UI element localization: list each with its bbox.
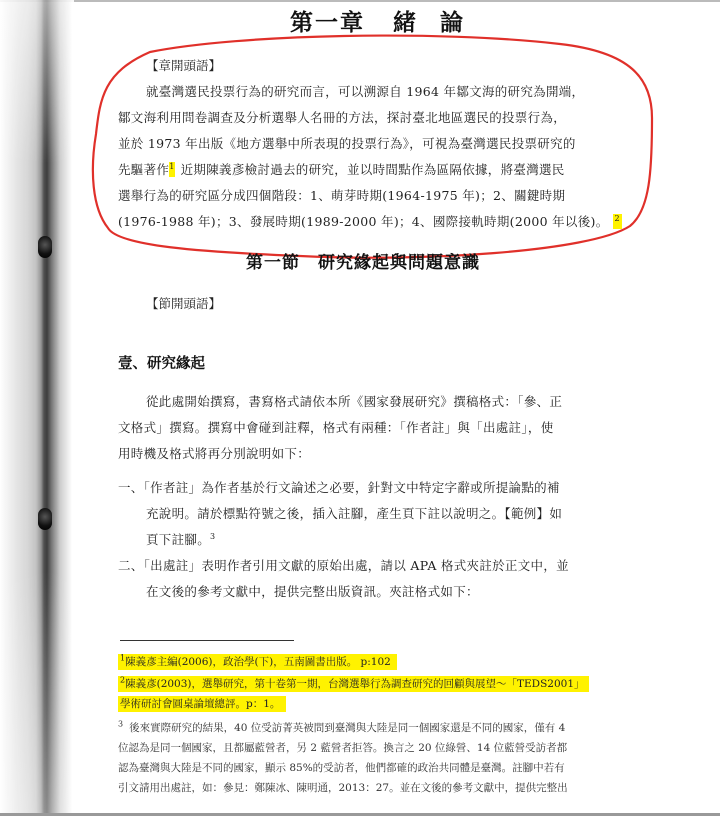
footnote-2-line-1 (118, 676, 589, 691)
footnote-1 (118, 654, 397, 669)
footnote-ref-3[interactable]: 3 (210, 531, 216, 541)
footnote-3-line-1: $^3$ 後來實際研究的結果，40 位受訪菁英被問到臺灣與大陸是同一個國家還是不同的國家，僅有 4 (118, 719, 566, 734)
body-item1-line-3-text: 頁下註腳。 (146, 532, 211, 547)
pioneer-phrase: 先驅著作 (118, 162, 170, 177)
footnote-ref-2[interactable]: 2 (613, 214, 622, 229)
intro-line-6-text: (1976-1988 年)；3、發展時期(1989-2000 年)；4、國際接軌時期(2000 年以後)。 (118, 214, 609, 229)
intro-line-5: 選舉行為的研究區分成四個階段：1、萌芽時期(1964-1975 年)；2、關鍵時期 (118, 188, 566, 203)
footnote-2-line-2: 學術研討會圓桌論壇總評。p：1。 (118, 696, 286, 711)
binder-ring-icon (38, 508, 52, 530)
intro-line-6 (118, 212, 622, 230)
footnote-3-line-2: 位認為是同一個國家，且都屬藍營者，另 2 藍營者拒答。換言之 20 位綠營、14 位藍營受訪者都 (118, 742, 568, 754)
body-item2-line-2: 在文後的參考文獻中，提供完整出版資訊。夾註格式如下： (146, 584, 479, 599)
body-p1-line-3: 用時機及格式將再分別說明如下： (118, 446, 311, 461)
footnote-ref-1[interactable]: 1 (169, 162, 174, 177)
footnote-3-line-4: 引文請用出處註，如：參見：鄭陳冰、陳明通，2013：27。並在文後的參考文獻中，提供完整出 (118, 782, 568, 794)
binder-ring-icon (38, 236, 52, 258)
binding-shadow (0, 0, 74, 816)
chapter-title (290, 4, 466, 36)
intro-line-4-rest: 近期陳義彥檢討過去的研究，並以時間點作為區隔依據，將臺灣選民 (180, 162, 565, 177)
section-intro-label: 【節開頭語】 (146, 296, 222, 311)
footnote-3-line-3: 認為臺灣與大陸是不同的國家，顯示 85%的受訪者，他們都確的政治共同體是臺灣。註腳中若有 (118, 762, 565, 774)
intro-line-3: 並於 1973 年出版《地方選舉中所表現的投票行為》，可視為臺灣選民投票研究的 (118, 136, 576, 151)
chapter-number: 第一章 (290, 9, 365, 36)
intro-line-1: 就臺灣選民投票行為的研究而言，可以溯源自 1964 年鄒文海的研究為開端， (146, 84, 585, 99)
body-item1-line-3 (146, 530, 215, 548)
chapter-intro-label: 【章開頭語】 (146, 58, 222, 73)
chapter-word-2: 論 (440, 9, 466, 36)
sub-heading: 壹、研究緣起 (118, 355, 205, 372)
section-title: 第一節 研究緣起與問題意識 (246, 253, 480, 273)
intro-line-2: 鄒文海利用問卷調查及分析選舉人名冊的方法，探討臺北地區選民的投票行為， (118, 110, 567, 125)
intro-line-4 (118, 160, 565, 178)
page-top-border (0, 0, 720, 2)
body-item2-line-1: 二、「出處註」表明作者引用文獻的原始出處，請以 APA 格式夾註於正文中，並 (118, 558, 569, 573)
body-item1-line-1: 一、「作者註」為作者基於行文論述之必要，針對文中特定字辭或所提論點的補 (118, 480, 560, 495)
chapter-word-1: 緒 (393, 9, 419, 36)
body-p1-line-1: 從此處開始撰寫，書寫格式請依本所《國家發展研究》撰稿格式：「參、正 (146, 394, 563, 409)
footnote-1-highlight: $^1$陳義彥主編(2006)，政治學(下)，五南圖書出版。 p:102 (118, 654, 397, 670)
footnote-2-highlight: $^2$陳義彥(2003)，選舉研究，第十卷第一期，台灣選舉行為調查研究的回顧與展望～「TEDS2001」 (118, 676, 589, 692)
body-p1-line-2: 文格式」撰寫。撰寫中會碰到註釋，格式有兩種：「作者註」與「出處註」，使 (118, 420, 554, 435)
body-item1-line-2: 充說明。請於標點符號之後，插入註腳，產生頁下註以說明之。【範例】如 (146, 506, 563, 521)
footnote-divider (120, 640, 294, 641)
